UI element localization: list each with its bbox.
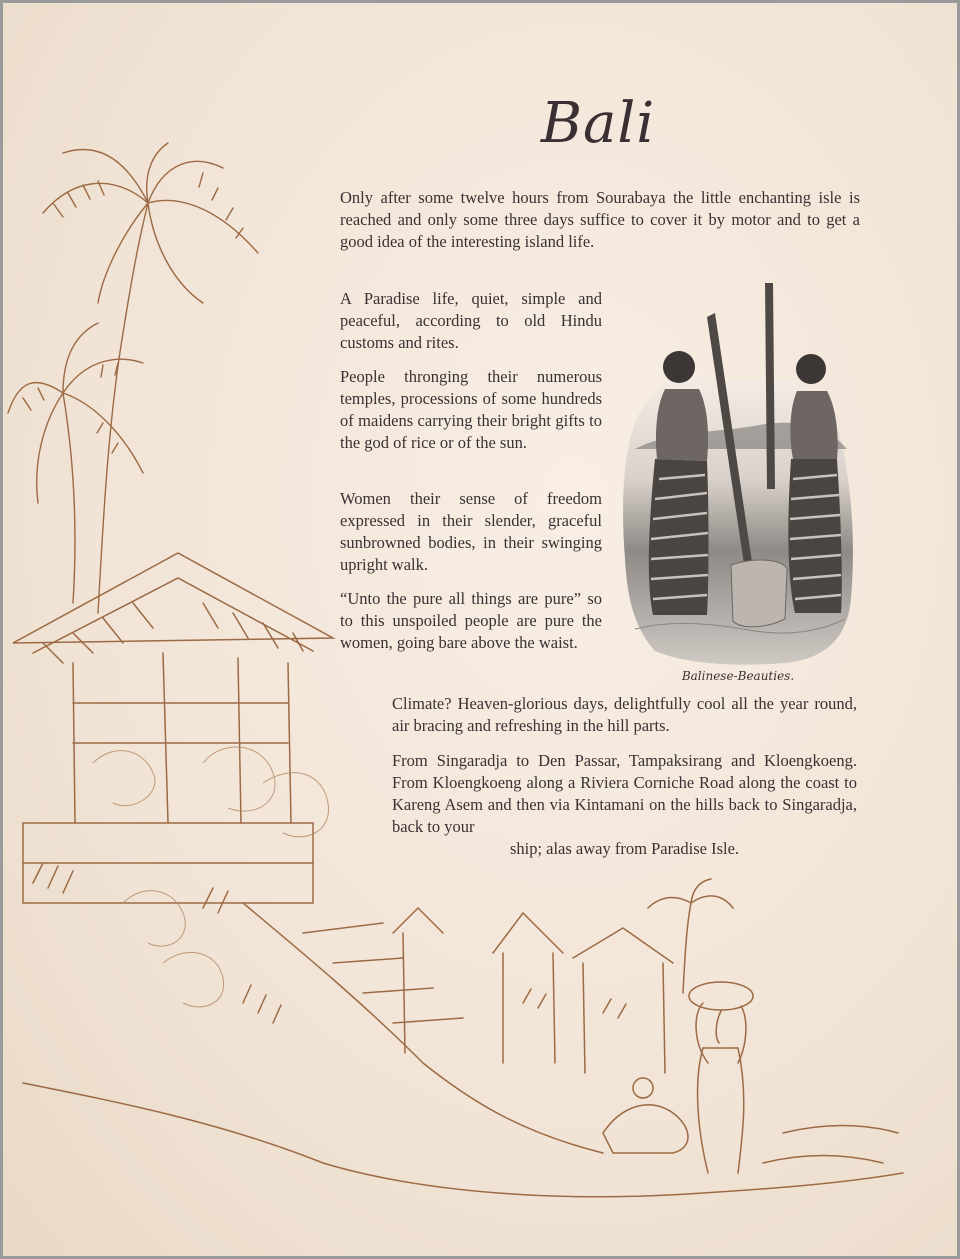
paragraph-route xyxy=(392,750,857,838)
paragraph-route-last: ship; alas away from Paradise Isle. xyxy=(509,839,740,858)
page-title: Bali xyxy=(540,91,656,156)
paragraph-paradise: A Paradise life, quiet, simple and peaceful, according to old Hindu customs and rites. xyxy=(340,289,602,352)
intro-paragraph: Only after some twelve hours from Sourabaya the little enchanting isle is reached and only some three days suffice to cover it by motor and to get a good idea of the interesting island life. xyxy=(340,188,860,251)
paragraph-unto-the-pure: “Unto the pure all things are pure” so to this unspoiled people are pure the women, going bare above the waist. xyxy=(340,589,602,652)
photo-caption: Balinese-Beauties. xyxy=(681,669,795,683)
balinese-women-photo xyxy=(615,279,855,667)
paragraph-women: Women their sense of freedom expressed in their slender, graceful sunbrowned bodies, in their swinging upright walk. xyxy=(340,489,602,574)
route-text: From Singaradja to Den Passar, Tampaksirang and Kloengkoeng. From Kloengkoeng along a Riviera Corniche Road along the coast to Kareng Asem and then via Kintamani on the hills back to Singaradja, back to your xyxy=(392,751,857,836)
paragraph-temples: People thronging their numerous temples, processions of some hundreds of maidens carrying their bright gifts to the god of rice or of the sun. xyxy=(340,367,602,452)
paragraph-climate: Climate? Heaven-glorious days, delightfully cool all the year round, air bracing and refreshing in the hill parts. xyxy=(392,694,857,735)
